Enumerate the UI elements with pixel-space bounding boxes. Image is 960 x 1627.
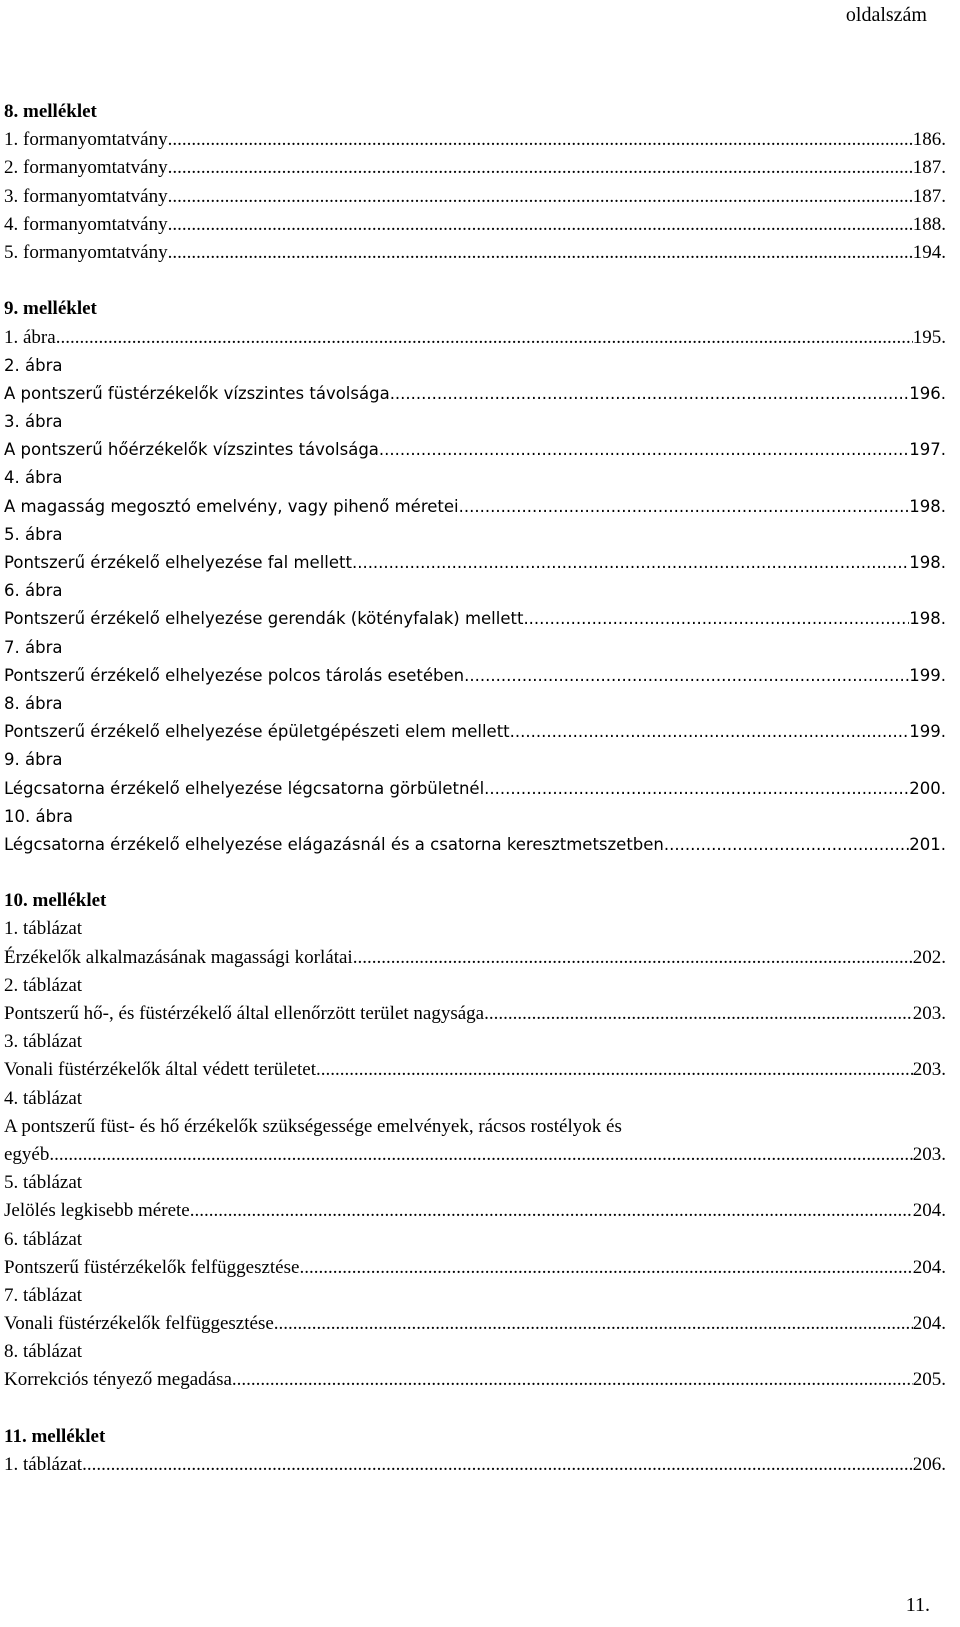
toc-entry[interactable]: [4, 493, 956, 521]
section-heading: 9. melléklet: [4, 298, 97, 320]
toc-entry[interactable]: [4, 549, 956, 577]
toc-entry-title: Jelölés legkisebb mérete: [4, 1200, 190, 1222]
dot-leader: [49, 1141, 912, 1169]
toc-entry[interactable]: [4, 436, 956, 464]
section-heading: 8. melléklet: [4, 101, 97, 122]
dot-leader: [352, 549, 909, 577]
toc-entry-title: Pontszerű érzékelő elhelyezése fal mellett: [4, 553, 352, 572]
dot-leader: [464, 662, 909, 690]
toc-entry-page: 199.: [909, 722, 946, 742]
toc-entry-page: 204.: [912, 1256, 946, 1278]
toc-entry-page: 187.: [912, 185, 946, 207]
toc-entry[interactable]: [4, 1197, 956, 1225]
toc-entry[interactable]: [4, 380, 956, 408]
toc-entry[interactable]: [4, 154, 956, 182]
page-number: 11.: [905, 1594, 930, 1616]
dot-leader: [299, 1254, 912, 1282]
toc-entry-title: A magasság megosztó emelvény, vagy pihenő méretei: [4, 496, 459, 516]
toc-entry-title: Korrekciós tényező megadása: [4, 1369, 232, 1391]
toc-entry-label: 6. ábra: [4, 581, 63, 601]
toc-entry-page: 198.: [909, 609, 946, 629]
dot-leader: [274, 1310, 913, 1338]
toc-entry-title: 2. formanyomtatvány: [4, 157, 168, 179]
toc-entry-label: 7. táblázat: [4, 1284, 83, 1306]
toc-entry-page: 196.: [909, 383, 946, 403]
toc-entry-title: Légcsatorna érzékelő elhelyezése elágazásnál és a csatorna keresztmetszetben: [4, 834, 664, 854]
dot-leader: [168, 126, 913, 154]
dot-leader: [190, 1197, 913, 1225]
toc-entry-label: 9. ábra: [4, 750, 63, 770]
dot-leader: [168, 183, 913, 211]
toc-entry-title: Pontszerű hő-, és füstérzékelő által ellenőrzött terület nagysága: [4, 1003, 485, 1024]
toc-entry-title: Pontszerű füstérzékelők felfüggesztése: [4, 1256, 300, 1278]
toc-entry-title: 1. táblázat: [4, 1454, 83, 1475]
toc-entry-title: Pontszerű érzékelő elhelyezése gerendák (kötényfalak) mellett: [4, 609, 524, 629]
toc-entry[interactable]: [4, 324, 956, 352]
toc-entry-title: A pontszerű hőérzékelők vízszintes távolsága.: [4, 440, 385, 460]
toc-entry-title: egyéb: [4, 1143, 50, 1165]
toc-entry-title: 4. formanyomtatvány: [4, 213, 168, 235]
toc-entry-title: A pontszerű füstérzékelők vízszintes távolsága: [4, 383, 390, 403]
toc-entry[interactable]: [4, 718, 956, 746]
toc-entry-title: 3. formanyomtatvány: [4, 185, 168, 207]
dot-leader: [390, 380, 910, 408]
toc-entry-page: 204.: [912, 1313, 946, 1335]
dot-leader: [82, 1451, 913, 1479]
toc-entry-page: 204.: [912, 1200, 946, 1222]
toc-entry-label: 2. ábra: [4, 355, 63, 375]
toc-entry[interactable]: [4, 775, 956, 803]
toc-entry-label: 8. táblázat: [4, 1341, 83, 1363]
toc-entry[interactable]: [4, 831, 956, 859]
toc-entry-page: 198.: [909, 553, 946, 572]
toc-entry-page: 206.: [912, 1454, 946, 1475]
toc-entry-page: 197.: [909, 440, 946, 460]
header-page-label: oldalszám: [845, 4, 927, 26]
toc-entry[interactable]: [4, 183, 956, 211]
toc-entry-page: 198.: [909, 496, 946, 516]
toc-entry-label: 2. táblázat: [4, 974, 83, 996]
toc-entry[interactable]: [4, 1451, 956, 1479]
toc-entry-page: 187.: [912, 157, 946, 179]
toc-entry-title: Vonali füstérzékelők felfüggesztése: [4, 1313, 274, 1335]
toc-entry-label: 3. táblázat: [4, 1031, 83, 1053]
toc-entry-page: 194.: [912, 241, 946, 263]
dot-leader: [484, 775, 909, 803]
toc-entry-title: Pontszerű érzékelő elhelyezése polcos tárolás esetében: [4, 665, 465, 685]
dot-leader: [168, 154, 913, 182]
toc-entry-label: 1. táblázat: [4, 918, 83, 940]
dot-leader: [384, 436, 909, 464]
toc-entry-page: 202.: [912, 946, 946, 968]
toc-entry-title: Pontszerű érzékelő elhelyezése épületgépészeti elem mellett: [4, 722, 510, 742]
toc-entry-page: 205.: [912, 1369, 946, 1391]
toc-entry[interactable]: [4, 1366, 956, 1394]
section-heading: 10. melléklet: [4, 890, 107, 912]
toc-entry-page: 195.: [912, 326, 946, 348]
toc-entry[interactable]: [4, 944, 956, 972]
dot-leader: [510, 718, 910, 746]
toc-entry[interactable]: [4, 662, 956, 690]
toc-entry[interactable]: [4, 1254, 956, 1282]
table-of-contents: [0, 98, 960, 1479]
toc-entry-page: 200.: [909, 778, 946, 798]
toc-entry-title: Vonali füstérzékelők által védett területet: [4, 1059, 316, 1081]
toc-entry-page: 188.: [912, 213, 946, 235]
toc-entry-page: 201.: [909, 834, 946, 854]
toc-entry[interactable]: [4, 239, 956, 267]
toc-entry[interactable]: [4, 605, 956, 633]
toc-entry-page: 203.: [912, 1143, 946, 1165]
dot-leader: [484, 1000, 913, 1028]
toc-entry[interactable]: [4, 211, 956, 239]
toc-entry-label: 8. ábra: [4, 693, 63, 713]
dot-leader: [232, 1366, 913, 1394]
toc-entry-title: 5. formanyomtatvány: [4, 241, 168, 263]
toc-entry-label: 3. ábra: [4, 412, 63, 432]
toc-entry[interactable]: [4, 1310, 956, 1338]
toc-entry[interactable]: [4, 1056, 956, 1084]
dot-leader: [459, 493, 910, 521]
toc-entry[interactable]: [4, 1141, 956, 1169]
toc-entry-title: 1. ábra: [4, 326, 56, 348]
toc-entry-title-line: A pontszerű füst- és hő érzékelők szükségessége emelvények, rácsos rostélyok és: [4, 1115, 622, 1137]
toc-entry[interactable]: [4, 1000, 956, 1028]
toc-entry-label: 4. táblázat: [4, 1087, 83, 1109]
toc-entry-title: Légcsatorna érzékelő elhelyezése légcsatorna görbületnél: [4, 778, 485, 798]
dot-leader: [168, 211, 913, 239]
toc-entry[interactable]: [4, 126, 956, 154]
toc-entry-label: 10. ábra: [4, 806, 73, 826]
toc-entry-label: 5. ábra: [4, 524, 63, 544]
toc-entry-label: 6. táblázat: [4, 1228, 83, 1250]
toc-entry-title: Érzékelők alkalmazásának magassági korlátai: [4, 946, 353, 968]
toc-entry-page: 186.: [912, 129, 946, 151]
dot-leader: [523, 605, 909, 633]
toc-entry-title: 1. formanyomtatvány: [4, 129, 168, 151]
dot-leader: [316, 1056, 913, 1084]
section-spacer: [0, 1395, 960, 1423]
toc-entry-page: 199.: [909, 665, 946, 685]
section-spacer: [0, 267, 960, 295]
toc-entry-label: 5. táblázat: [4, 1172, 83, 1194]
toc-entry-label: 7. ábra: [4, 637, 63, 657]
toc-entry-page: 203.: [912, 1003, 946, 1024]
dot-leader: [168, 239, 913, 267]
toc-entry-page: 203.: [912, 1059, 946, 1081]
dot-leader: [56, 324, 913, 352]
toc-entry-label: 4. ábra: [4, 468, 63, 488]
dot-leader: [353, 944, 913, 972]
dot-leader: [664, 831, 909, 859]
section-spacer: [0, 859, 960, 887]
section-heading: 11. melléklet: [4, 1425, 106, 1447]
